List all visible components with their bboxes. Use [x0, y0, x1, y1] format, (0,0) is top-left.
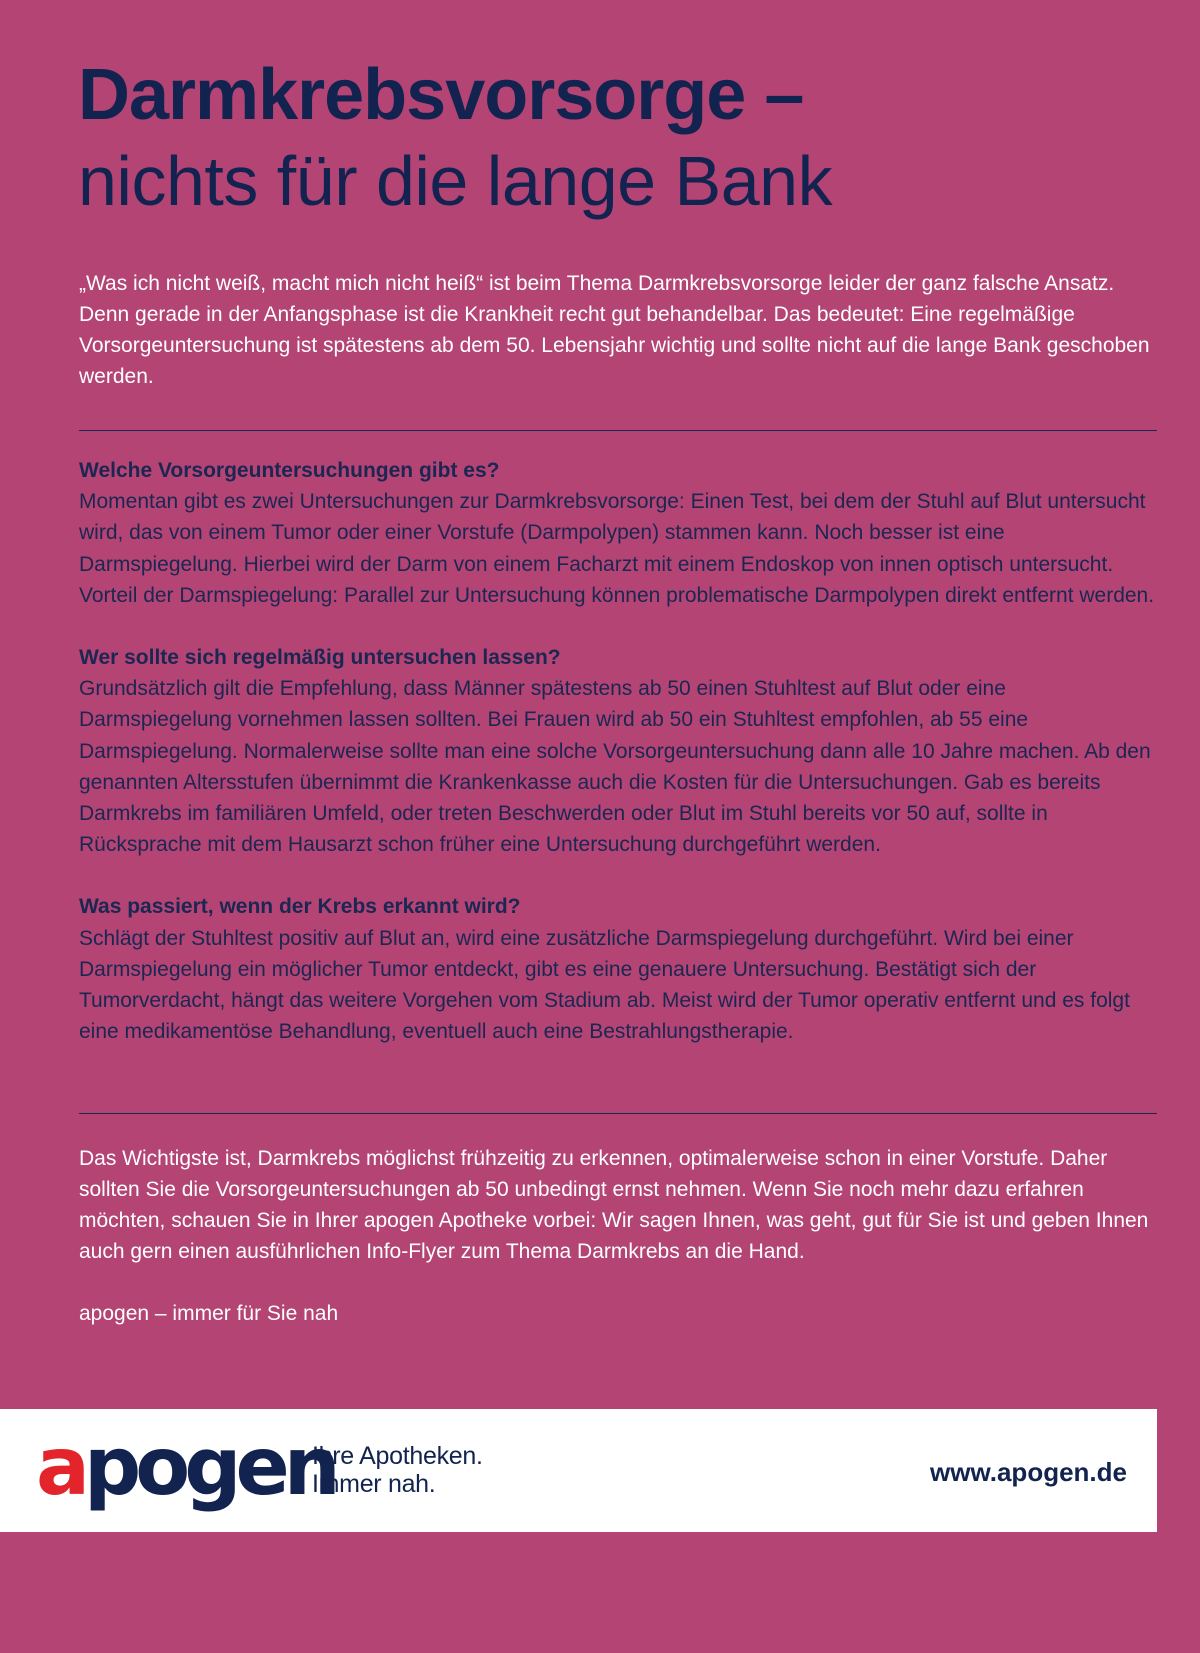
sections: [79, 455, 1159, 1078]
section-vorsorgeuntersuchungen: [79, 455, 1159, 611]
section-heading: Welche Vorsorgeuntersuchungen gibt es?: [79, 459, 500, 482]
divider-top: [79, 430, 1157, 431]
logo-text: pogen: [83, 1420, 335, 1513]
section-body: Momentan gibt es zwei Untersuchungen zur Darmkrebsvorsorge: Einen Test, bei dem der Stuhl auf Blut untersucht wird, das von einem Tumor oder einer Vorstufe (Darmpolypen) stammen kann. Noch besser ist eine Darmspiegelung. Hierbei wird der Darm von einem Facharzt mit einem Endoskop von innen optisch untersucht. Vorteil der Darmspiegelung: Parallel zur Untersuchung können problematische Darmpolypen direkt entfernt werden.: [79, 490, 1155, 607]
tagline-line-2: Immer nah.: [312, 1470, 436, 1498]
section-body: Grundsätzlich gilt die Empfehlung, dass Männer spätestens ab 50 einen Stuhltest auf Blut oder eine Darmspiegelung vornehmen lassen sollten. Bei Frauen wird ab 50 ein Stuhltest empfohlen, ab 55 eine Darmspiegelung. Normalerweise sollte man eine solche Vorsorgeuntersuchung dann alle 10 Jahre machen. Ab den genannten Altersstufen übernimmt die Krankenkasse auch die Kosten für die Untersuchungen. Gab es bereits Darmkrebs im familiären Umfeld, oder treten Beschwerden oder Blut im Stuhl bereits vor 50 auf, sollte in Rücksprache mit dem Hausarzt schon früher eine Untersuchung durchgeführt werden.: [79, 677, 1151, 857]
page-title: [78, 52, 1158, 224]
apogen-logo: [36, 1420, 335, 1513]
title-line-2: nichts für die lange Bank: [78, 142, 833, 220]
footer-banner: [0, 1409, 1157, 1532]
logo-accent-letter: a: [36, 1420, 84, 1513]
title-line-1: Darmkrebsvorsorge –: [78, 55, 804, 135]
section-heading: Was passiert, wenn der Krebs erkannt wird?: [79, 895, 521, 919]
section-heading: Wer sollte sich regelmäßig untersuchen lassen?: [79, 646, 561, 670]
slogan: apogen – immer für Sie nah: [79, 1302, 339, 1325]
divider-bottom: [79, 1113, 1157, 1114]
closing-paragraph: Das Wichtigste ist, Darmkrebs möglichst frühzeitig zu erkennen, optimalerweise schon in einer Vorstufe. Daher sollten Sie die Vorsorgeuntersuchungen ab 50 unbedingt ernst nehmen. Wenn Sie noch mehr dazu erfahren möchten, schauen Sie in Ihrer apogen Apotheke vorbei: Wir sagen Ihnen, was geht, gut für Sie ist und geben Ihnen auch gern einen ausführlichen Info-Flyer zum Thema Darmkrebs an die Hand.: [79, 1147, 1149, 1263]
website-link[interactable]: www.apogen.de: [930, 1457, 1127, 1487]
tagline-line-1: Ihre Apotheken.: [312, 1442, 483, 1470]
tagline: [312, 1442, 483, 1498]
section-wer-untersuchen: [79, 642, 1159, 860]
section-body: Schlägt der Stuhltest positiv auf Blut an, wird eine zusätzliche Darmspiegelung durchgeführt. Wird bei einer Darmspiegelung ein möglicher Tumor entdeckt, gibt es eine genauere Untersuchung. Bestätigt sich der Tumorverdacht, hängt das weitere Vorgehen vom Stadium ab. Meist wird der Tumor operativ entfernt und es folgt eine medikamentöse Behandlung, eventuell auch eine Bestrahlungstherapie.: [79, 926, 1130, 1044]
intro-paragraph: „Was ich nicht weiß, macht mich nicht heiß“ ist beim Thema Darmkrebsvorsorge leider der ganz falsche Ansatz. Denn gerade in der Anfangsphase ist die Krankheit recht gut behandelbar. Das bedeutet: Eine regelmäßige Vorsorgeuntersuchung ist spätestens ab dem 50. Lebensjahr wichtig und sollte nicht auf die lange Bank geschoben werden.: [79, 272, 1150, 388]
section-krebs-erkannt: [79, 891, 1159, 1047]
